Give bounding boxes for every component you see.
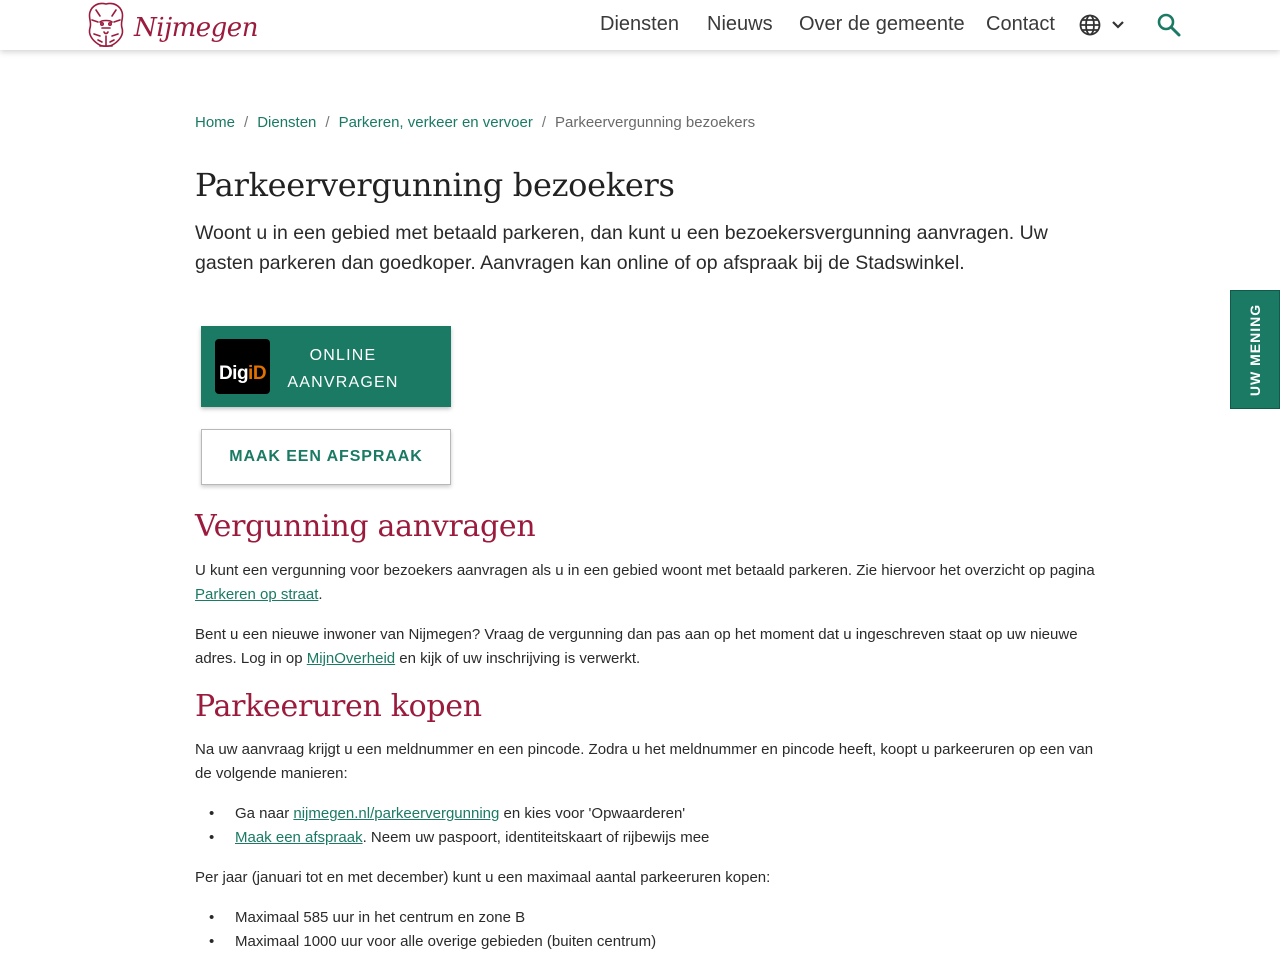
search-button[interactable] (1156, 12, 1182, 43)
site-header (0, 0, 1280, 50)
list-item (195, 826, 709, 850)
bullet: • (209, 909, 215, 926)
maak-afspraak-button[interactable]: MAAK EEN AFSPRAAK (201, 429, 451, 485)
max-hours-list (195, 906, 656, 954)
feedback-tab[interactable] (1230, 290, 1280, 409)
section2-paragraph-1: Na uw aanvraag krijgt u een meldnummer en een pincode. Zodra u het meldnummer en pincode heeft, koopt u parkeeruren op een van de volgende manieren: (195, 741, 1094, 782)
list-item-text: Maximaal 1000 uur voor alle overige gebieden (buiten centrum) (235, 933, 657, 950)
digid-logo (215, 339, 270, 394)
section1-paragraph-1 (195, 559, 1095, 607)
section1-p2-end: en kijk of uw inschrijving is verwerkt. (395, 650, 641, 667)
breadcrumb (195, 114, 755, 131)
list-item (195, 906, 656, 930)
list-item-text: Maximaal 585 uur in het centrum en zone B (235, 909, 526, 926)
parkeren-op-straat-link[interactable]: Parkeren op straat (195, 586, 319, 603)
section-heading-parkeeruren: Parkeeruren kopen (195, 689, 482, 724)
online-label-line2: AANVRAGEN (287, 374, 399, 391)
list-item (195, 930, 656, 954)
breadcrumb-diensten[interactable]: Diensten (257, 114, 317, 131)
home-logo-link[interactable] (84, 0, 258, 50)
breadcrumb-parkeren[interactable]: Parkeren, verkeer en vervoer (338, 114, 533, 131)
digid-text-part2: iD (248, 362, 267, 384)
online-aanvragen-label (283, 342, 403, 396)
page-title: Parkeervergunning bezoekers (195, 166, 675, 204)
list-item-text: en kies voor 'Opwaarderen' (499, 805, 686, 822)
bullet: • (209, 829, 215, 846)
online-aanvragen-button[interactable] (201, 326, 451, 407)
bullet: • (209, 933, 215, 950)
logo-text: Nijmegen (134, 13, 258, 43)
nav-contact[interactable]: Contact (986, 13, 1055, 35)
purchase-methods-list (195, 802, 709, 850)
mijnoverheid-link[interactable]: MijnOverheid (306, 650, 396, 667)
bullet: • (209, 805, 215, 822)
maak-afspraak-link[interactable]: Maak een afspraak (235, 829, 363, 846)
list-item-text: . Neem uw paspoort, identiteitskaart of rijbewijs mee (362, 829, 710, 846)
feedback-label: UW MENING (1247, 303, 1263, 396)
language-selector[interactable] (1078, 13, 1128, 37)
breadcrumb-home[interactable]: Home (195, 114, 236, 131)
globe-icon (1078, 13, 1102, 37)
section1-p1-end: . (318, 586, 323, 603)
breadcrumb-separator: / (325, 114, 330, 131)
chevron-down-icon (1108, 15, 1128, 35)
breadcrumb-separator: / (244, 114, 249, 131)
section1-p1-text: U kunt een vergunning voor bezoekers aanvragen als u in een gebied woont met betaald parkeren. Zie hiervoor het overzicht op pagina (195, 562, 1095, 579)
nav-diensten[interactable]: Diensten (600, 13, 679, 35)
list-item-text: Ga naar (235, 805, 294, 822)
nav-nieuws[interactable]: Nieuws (707, 13, 773, 35)
breadcrumb-separator: / (541, 114, 546, 131)
digid-text-part1: Dig (218, 362, 249, 384)
section1-p2-text: Bent u een nieuwe inwoner van Nijmegen? Vraag de vergunning dan pas aan op het moment dat u ingeschreven staat op uw nieuwe adres. Log in op (195, 626, 1078, 667)
section1-paragraph-2 (195, 623, 1095, 671)
parkeervergunning-link[interactable]: nijmegen.nl/parkeervergunning (293, 805, 500, 822)
section2-paragraph-2: Per jaar (januari tot en met december) kunt u een maximaal aantal parkeeruren kopen: (195, 869, 771, 886)
nav-over-de-gemeente[interactable]: Over de gemeente (799, 13, 965, 35)
lion-crest-icon (84, 0, 128, 50)
online-label-line1: ONLINE (309, 347, 377, 364)
page-intro: Woont u in een gebied met betaald parkeren, dan kunt u een bezoekersvergunning aanvragen. Uw gasten parkeren dan goedkoper. Aanvragen kan online of op afspraak bij de Stadswinkel. (195, 222, 1048, 274)
list-item (195, 802, 709, 826)
search-icon (1156, 12, 1182, 38)
section-heading-vergunning: Vergunning aanvragen (195, 509, 536, 544)
breadcrumb-current: Parkeervergunning bezoekers (555, 114, 756, 131)
